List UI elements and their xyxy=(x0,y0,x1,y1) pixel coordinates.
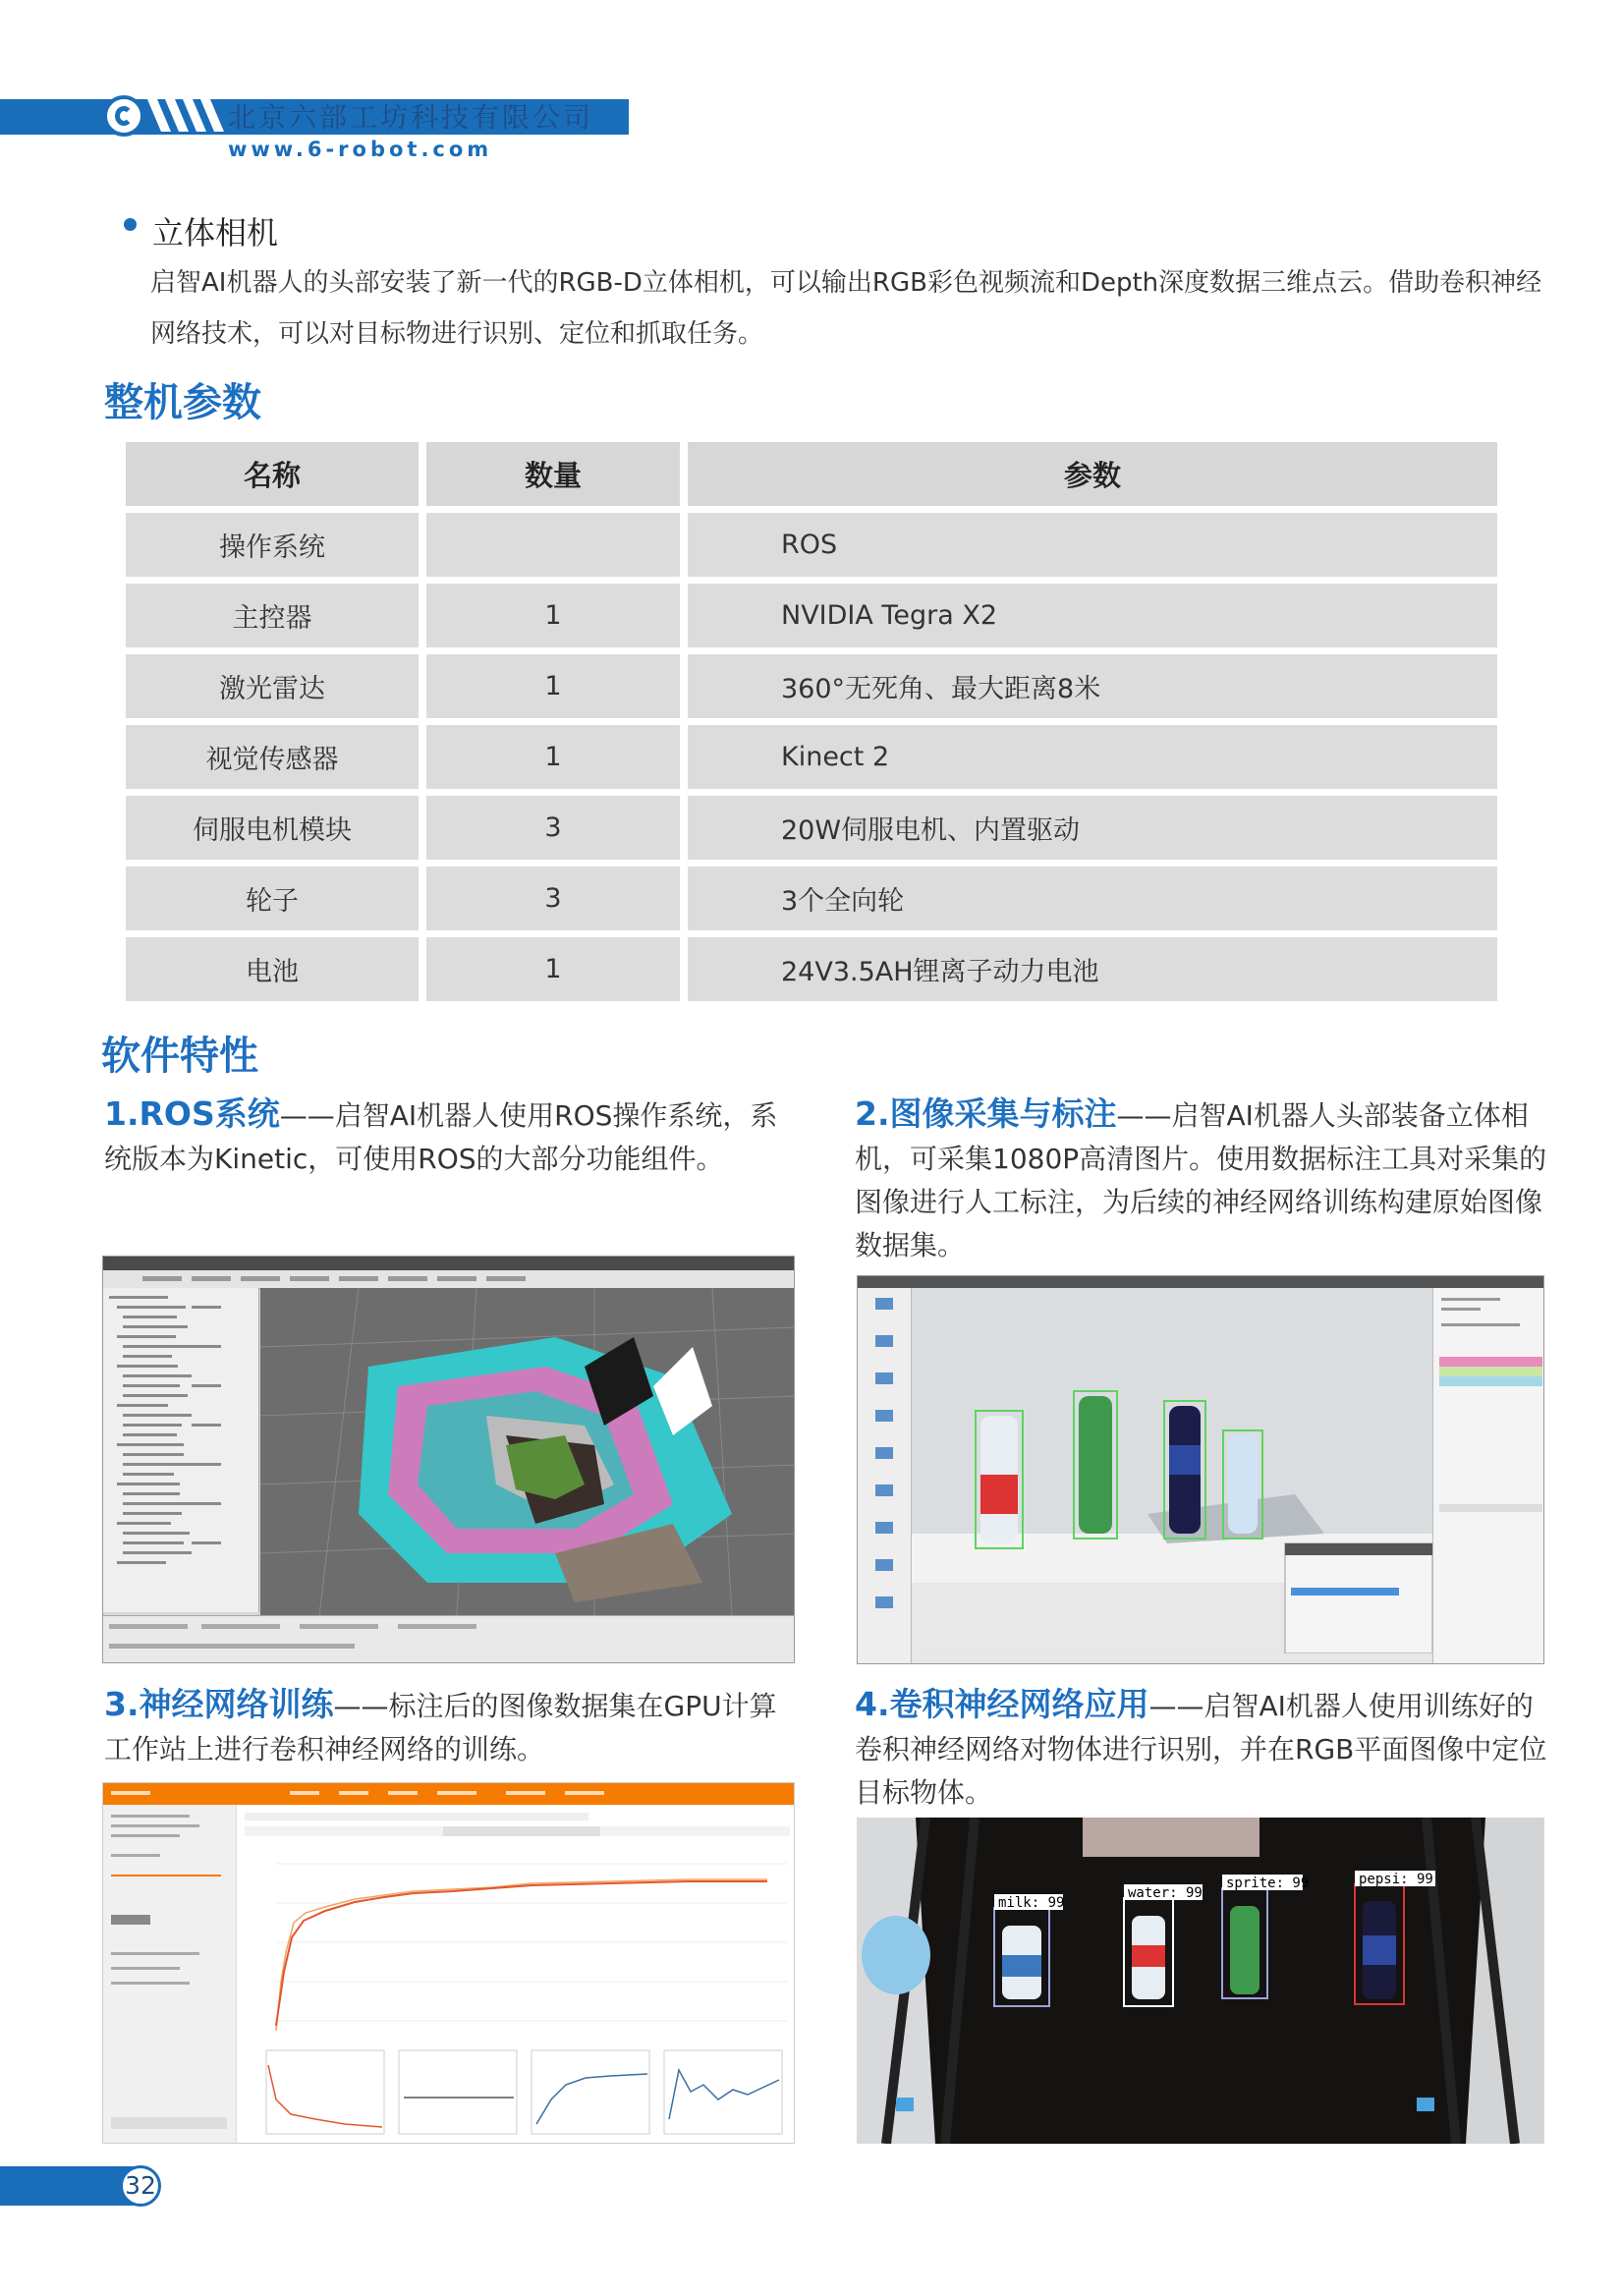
labeling-toolbar xyxy=(858,1288,912,1664)
spec-table xyxy=(118,435,1505,1008)
detection-label-water: water: 99 xyxy=(1128,1885,1203,1901)
table-row xyxy=(126,796,1497,860)
table-row xyxy=(126,867,1497,930)
labeling-label-list xyxy=(1432,1288,1544,1664)
cell-name: 视觉传感器 xyxy=(126,725,419,789)
feature-text: ——启智AI机器人头部装备立体相机，可采集1080P高清图片。使用数据标注工具对采集的图像进行人工标注，为后续的神经网络训练构建原始图像数据集。 xyxy=(855,1099,1547,1261)
cell-name: 伺服电机模块 xyxy=(126,796,419,860)
feature-heading: 1.ROS系统 xyxy=(104,1094,280,1133)
detection-label-pepsi: pepsi: 99 xyxy=(1359,1872,1433,1887)
company-url: www.6-robot.com xyxy=(228,138,493,161)
labeling-titlebar xyxy=(858,1276,1543,1288)
rviz-status-bar xyxy=(103,1615,794,1663)
rviz-displays-panel xyxy=(103,1288,259,1612)
table-header-row xyxy=(126,442,1497,506)
tensorboard-topbar xyxy=(103,1783,794,1805)
software-heading: 软件特性 xyxy=(101,1034,258,1079)
detection-screenshot xyxy=(857,1818,1544,2144)
header-name: 名称 xyxy=(126,442,419,506)
feature-cnn-application xyxy=(855,1683,1547,1815)
feature-text: ——启智AI机器人使用训练好的卷积神经网络对物体进行识别，并在RGB平面图像中定位目标物体。 xyxy=(855,1690,1547,1809)
feature-heading: 4.卷积神经网络应用 xyxy=(855,1685,1149,1723)
cell-qty: 3 xyxy=(426,867,680,930)
page-number: 32 xyxy=(125,2171,156,2200)
camera-title: 立体相机 xyxy=(152,214,279,252)
cell-qty: 1 xyxy=(426,584,680,647)
rviz-3d-view xyxy=(260,1288,795,1615)
rviz-screenshot xyxy=(102,1256,795,1663)
cell-name: 激光雷达 xyxy=(126,654,419,718)
cell-qty: 1 xyxy=(426,654,680,718)
feature-nn-training xyxy=(104,1683,804,1771)
table-row xyxy=(126,584,1497,647)
cell-value: ROS xyxy=(688,513,1497,577)
feature-image-labeling xyxy=(855,1092,1547,1267)
labeling-tool-screenshot xyxy=(857,1275,1544,1664)
cell-name: 主控器 xyxy=(126,584,419,647)
cell-qty: 3 xyxy=(426,796,680,860)
params-heading: 整机参数 xyxy=(104,380,261,425)
company-name: 北京六部工坊科技有限公司 xyxy=(228,101,594,134)
detection-label-sprite: sprite: 99 xyxy=(1226,1876,1310,1891)
feature-heading: 3.神经网络训练 xyxy=(104,1685,334,1723)
rviz-titlebar xyxy=(103,1257,794,1270)
cell-value: 24V3.5AH锂离子动力电池 xyxy=(688,937,1497,1001)
header-stripes-icon xyxy=(147,99,226,132)
cell-value: 20W伺服电机、内置驱动 xyxy=(688,796,1497,860)
company-logo-icon xyxy=(103,95,144,137)
cell-name: 操作系统 xyxy=(126,513,419,577)
table-row xyxy=(126,725,1497,789)
tensorboard-sidebar xyxy=(103,1805,237,2144)
cell-qty: 1 xyxy=(426,725,680,789)
tensorboard-charts xyxy=(237,1805,795,2144)
header-qty: 数量 xyxy=(426,442,680,506)
cell-name: 轮子 xyxy=(126,867,419,930)
cell-value: 3个全向轮 xyxy=(688,867,1497,930)
detection-label-milk: milk: 99 xyxy=(998,1895,1065,1911)
header-value: 参数 xyxy=(688,442,1497,506)
feature-text: ——启智AI机器人使用ROS操作系统，系统版本为Kinetic，可使用ROS的大部分功能组件。 xyxy=(104,1099,778,1175)
labeling-photo xyxy=(912,1288,1432,1653)
camera-description: 启智AI机器人的头部安装了新一代的RGB-D立体相机，可以输出RGB彩色视频流和Depth深度数据三维点云。借助卷积神经网络技术，可以对目标物进行识别、定位和抓取任务。 xyxy=(150,268,1542,349)
table-row xyxy=(126,654,1497,718)
cell-name: 电池 xyxy=(126,937,419,1001)
cell-value: 360°无死角、最大距离8米 xyxy=(688,654,1497,718)
cell-qty: 1 xyxy=(426,937,680,1001)
tensorboard-screenshot xyxy=(102,1782,795,2144)
bullet-icon xyxy=(124,218,137,231)
feature-ros xyxy=(104,1092,804,1181)
table-row xyxy=(126,937,1497,1001)
cell-value: Kinect 2 xyxy=(688,725,1497,789)
feature-heading: 2.图像采集与标注 xyxy=(855,1094,1117,1133)
cell-qty xyxy=(426,513,680,577)
cell-value: NVIDIA Tegra X2 xyxy=(688,584,1497,647)
table-row xyxy=(126,513,1497,577)
rviz-toolbar xyxy=(103,1270,794,1289)
feature-text: ——标注后的图像数据集在GPU计算工作站上进行卷积神经网络的训练。 xyxy=(104,1690,777,1765)
